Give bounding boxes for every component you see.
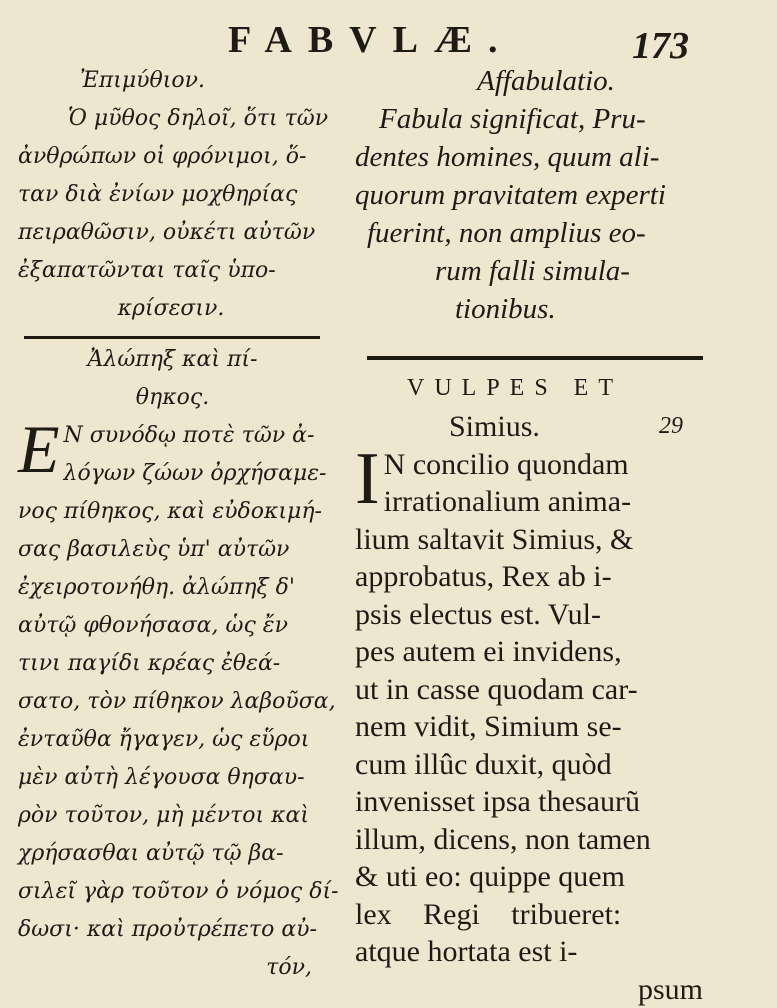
drop-cap: Ε <box>18 419 60 479</box>
text-line: αὐτῷ φθονήσασα, ὡς ἔν <box>18 607 324 645</box>
text-line: cum illûc duxit, quòd <box>355 746 713 784</box>
text-line: ἀνθρώπων οἱ φρόνιμοι, ὅ- <box>18 138 324 176</box>
page-number: 173 <box>632 24 689 68</box>
text-line: τινι παγίδι κρέας ἐθεά- <box>18 645 324 683</box>
latin-moral-text <box>345 100 713 328</box>
text-line: pes autem ei invidens, <box>355 633 713 671</box>
text-line: λόγων ζώων ὀρχήσαμε- <box>18 455 324 493</box>
text-line: VULPES ET <box>345 370 777 408</box>
text-line: νος πίθηκος, καὶ εὐδοκιμή- <box>18 493 324 531</box>
section-divider <box>24 336 320 339</box>
text-line: ρὸν τοῦτον, μὴ μέντοι καὶ <box>18 797 324 835</box>
text-line: ut in casse quodam car- <box>355 671 713 709</box>
latin-fable-title <box>345 370 777 446</box>
text-line: & uti eo: quippe quem <box>355 858 713 896</box>
text-line: tionibus. <box>355 290 713 328</box>
greek-fable-text <box>0 417 324 987</box>
signature-mark: 29 <box>659 408 683 446</box>
text-line: lex Regi tribueret: <box>355 896 713 934</box>
text-line: χρήσασθαι αὐτῷ τῷ βα- <box>18 835 324 873</box>
text-line: fuerint, non amplius eo- <box>355 214 713 252</box>
latin-fable-text <box>345 446 713 1008</box>
text-line: lium saltavit Simius, & <box>355 521 713 559</box>
text-line: Ὁ μῦθος δηλοῖ, ὅτι τῶν <box>18 100 324 138</box>
text-line: psum <box>355 971 713 1008</box>
text-line: σιλεῖ γὰρ τοῦτον ὁ νόμος δί- <box>18 873 324 911</box>
text-line: quorum pravitatem experti <box>355 176 713 214</box>
title-line-with-signature <box>345 408 777 446</box>
page-header <box>0 18 777 64</box>
text-line: rum falli simula- <box>355 252 713 290</box>
greek-fable-title <box>0 341 345 417</box>
text-line: Ἀλώπηξ καὶ πί- <box>0 341 345 379</box>
text-line: illum, dicens, non tamen <box>355 821 713 859</box>
text-line: σατο, τὸν πίθηκον λαβοῦσα, <box>18 683 324 721</box>
text-line: σας βασιλεὺς ὑπ' αὐτῶν <box>18 531 324 569</box>
text-line: N concilio quondam <box>355 446 713 484</box>
section-divider <box>367 356 703 360</box>
latin-moral-title: Affabulatio. <box>345 62 777 100</box>
text-line: κρίσεσιν. <box>18 290 324 328</box>
text-line: ἐξαπατῶνται ταῖς ὑπο- <box>18 252 324 290</box>
text-line: πειραθῶσιν, οὐκέτι αὐτῶν <box>18 214 324 252</box>
text-line: atque hortata est i- <box>355 933 713 971</box>
text-line: ἐνταῦθα ἤγαγεν, ὡς εὕροι <box>18 721 324 759</box>
text-line: dentes homines, quum ali- <box>355 138 713 176</box>
text-line: approbatus, Rex ab i- <box>355 558 713 596</box>
drop-cap: I <box>355 448 380 510</box>
running-head: FABVLÆ. <box>228 18 513 62</box>
greek-moral-title: Ἐπιμύθιον. <box>0 62 345 100</box>
text-line: μὲν αὐτὴ λέγουσα θησαυ- <box>18 759 324 797</box>
text-line: θηκος. <box>0 379 345 417</box>
text-line: τόν, <box>18 949 324 987</box>
text-line: Fabula significat, Pru- <box>355 100 713 138</box>
greek-moral-text <box>0 100 324 328</box>
text-line: psis electus est. Vul- <box>355 596 713 634</box>
text-line: invenisset ipsa thesaurũ <box>355 783 713 821</box>
text-line: δωσι· καὶ προὐτρέπετο αὐ- <box>18 911 324 949</box>
text-line: ταν διὰ ἐνίων μοχθηρίας <box>18 176 324 214</box>
text-line: Ν συνόδῳ ποτὲ τῶν ἀ- <box>18 417 324 455</box>
greek-column <box>0 62 345 987</box>
latin-column <box>345 62 777 1008</box>
text-line: irrationalium anima- <box>355 483 713 521</box>
text-line: nem vidit, Simium se- <box>355 708 713 746</box>
text-line: ἐχειροτονήθη. ἀλώπηξ δ' <box>18 569 324 607</box>
text-line: Simius. <box>449 408 540 446</box>
